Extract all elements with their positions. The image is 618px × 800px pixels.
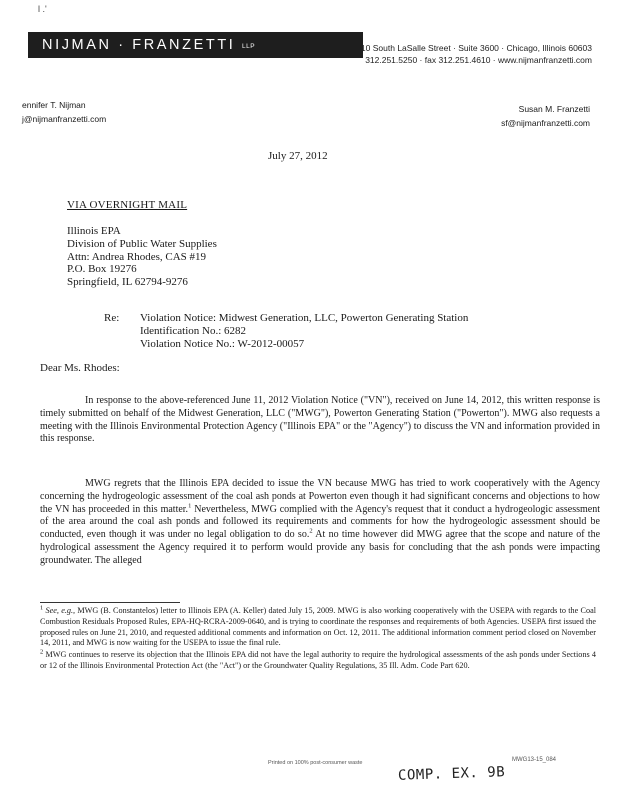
paragraph-text: In response to the above-referenced June 11, 2012 Violation Notice ("VN"), received on June 14, 2012, this written response is timely submitted on behalf of the Midwest Generation, LLC ("MWG"), Powerton Generating Station ("Powerton"). MWG also requests a meeting with the Illinois Environmental Protection Agency ("Illinois EPA" or the "Agency") to discuss the VN and information provided in this response. bbox=[40, 395, 600, 445]
document-id: MWG13-15_084 bbox=[512, 757, 557, 763]
footnote-citation-signal: See, e.g., bbox=[45, 606, 76, 615]
body-paragraph-1 bbox=[40, 395, 600, 446]
footnote-1 bbox=[40, 606, 596, 649]
letter-date: July 27, 2012 bbox=[268, 150, 328, 162]
paragraph-segment: At no time however did MWG agree that the scope and nature of the hydrological assessment the Agency required it to perform would provide any basis for concluding that the ash ponds were impacting groundwater. The alleged bbox=[40, 529, 601, 566]
footnote-text: MWG (B. Constantelos) letter to Illinois EPA (A. Keller) dated July 15, 2009. MWG is also working cooperatively with the USEPA with regards to the Coal Combustion Residuals Proposed Rules, EPA-HQ-RCRA-2009-0640, and is trying to coordinate the responses and requirements of both Agencies. USEPA first issued the proposed rules on June 21, 2010, and requested additional comments and information on Oct. 12, 2011. The additional information comment period closed on November 14, 2011, and MWG is now waiting for the USEPA to issue the final rule. bbox=[40, 606, 596, 648]
re-line: Identification No.: 6282 bbox=[140, 324, 247, 337]
firm-address-block bbox=[361, 43, 592, 66]
attorney-right-name: Susan M. Franzetti bbox=[518, 104, 590, 114]
footnote-divider bbox=[40, 602, 180, 603]
corner-mark: l .' bbox=[38, 4, 47, 14]
footnote-text: MWG continues to reserve its objection that the Illinois EPA did not have the legal authority to require the hydrological assessments of the ash ponds under Sections 4 or 12 of the Illinois Environmental Protection Act (the "Act") or the Groundwater Quality Regulations, 35 Ill. Adm. Code Part 620. bbox=[40, 650, 597, 670]
attorney-left-name: ennifer T. Nijman bbox=[22, 100, 86, 110]
recipient-line: Springfield, IL 62794-9276 bbox=[67, 276, 188, 289]
attorney-left bbox=[22, 98, 106, 126]
firm-name: NIJMAN · FRANZETTI bbox=[42, 37, 236, 53]
recipient-address bbox=[67, 225, 217, 289]
re-line: Violation Notice No.: W-2012-00057 bbox=[140, 337, 305, 350]
footnote-ref-1: 1 bbox=[188, 502, 192, 510]
attorney-right bbox=[501, 102, 590, 130]
paragraph-segment: MWG regrets that the Illinois EPA decided to issue the VN because MWG has tried to work cooperatively with the Agency concerning the hydrogeologic assessment of the coal ash ponds at Powerton even though it had significant concerns and objections to how the VN has proceeded in this matter. bbox=[40, 478, 600, 515]
footnote-number: 2 bbox=[40, 648, 44, 656]
page-footer: Printed on 100% post-consumer waste bbox=[268, 760, 363, 766]
firm-suffix: LLP bbox=[242, 43, 256, 50]
recipient-line: Division of Public Water Supplies bbox=[67, 237, 217, 250]
footnote-ref-2: 2 bbox=[309, 527, 313, 535]
footnote-2 bbox=[40, 650, 596, 672]
paragraph-text bbox=[40, 478, 600, 568]
recipient-line: P.O. Box 19276 bbox=[67, 263, 137, 276]
firm-logo bbox=[28, 32, 363, 58]
paragraph-segment: Nevertheless, MWG complied with the Agency's request that it conduct a hydrogeologic assessment of the area around the coal ash ponds and followed its requirements and comments for how the hydrogeologic assessment should be conducted, even though it was under no legal obligation to do so. bbox=[40, 503, 600, 541]
attorney-right-email: sf@nijmanfranzetti.com bbox=[501, 118, 590, 128]
recipient-line: Illinois EPA bbox=[67, 225, 121, 237]
re-subject bbox=[140, 312, 468, 350]
delivery-method: VIA OVERNIGHT MAIL bbox=[67, 199, 188, 211]
re-label: Re: bbox=[104, 312, 120, 324]
footnote-number: 1 bbox=[40, 604, 44, 612]
exhibit-stamp: COMP. EX. 9B bbox=[397, 764, 506, 784]
body-paragraph-2 bbox=[40, 478, 600, 568]
recipient-line: Attn: Andrea Rhodes, CAS #19 bbox=[67, 250, 207, 263]
firm-address: 10 South LaSalle Street · Suite 3600 · Chicago, Illinois 60603 bbox=[360, 43, 592, 53]
firm-contact: 312.251.5250 · fax 312.251.4610 · www.nijmanfranzetti.com bbox=[365, 54, 592, 65]
re-line: Violation Notice: Midwest Generation, LLC, Powerton Generating Station bbox=[140, 312, 469, 324]
footnotes bbox=[40, 606, 596, 673]
attorney-left-email: j@nijmanfranzetti.com bbox=[22, 114, 107, 124]
salutation: Dear Ms. Rhodes: bbox=[40, 362, 120, 374]
